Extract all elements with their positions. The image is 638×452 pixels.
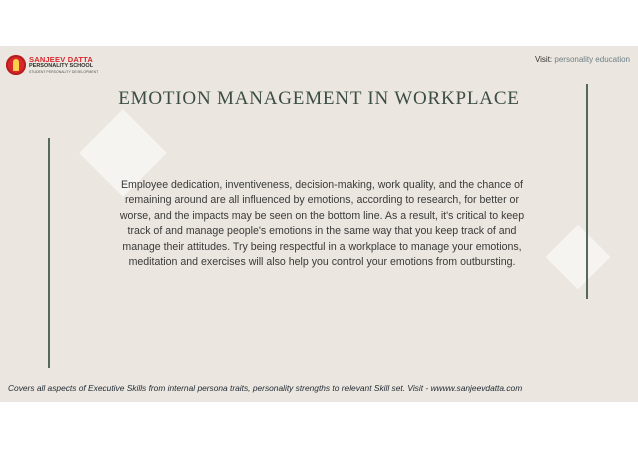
decorative-diamond-right — [545, 224, 610, 289]
logo-name: SANJEEV DATTA — [29, 54, 93, 64]
slide — [0, 46, 638, 402]
slide-body: Employee dedication, inventiveness, decision-making, work quality, and the chance of remaining around are all influenced by emotions, according to research, for better or worse, and the impacts may be seen on the bottom line. As a result, it's critical to keep track of and manage people's emotions in the same way that you keep track of and manage their attitudes. Try being respectful in a workplace to manage your emotions, meditation and exercises will also help you control your emotions from outbursting. — [119, 179, 525, 269]
accent-line-right — [586, 84, 588, 299]
logo-text — [29, 56, 98, 75]
slide-title: EMOTION MANAGEMENT IN WORKPLACE — [118, 88, 520, 109]
logo-school: PERSONALITY SCHOOL — [29, 63, 94, 70]
visit-note — [535, 55, 630, 64]
brand-logo[interactable] — [6, 53, 98, 77]
footer-caption: Covers all aspects of Executive Skills from internal persona traits, personality strengths to relevant Skill set. Visit - wwww.sanjeevdatta.com — [8, 383, 523, 393]
visit-link[interactable]: personality education — [554, 55, 630, 64]
school-emblem-icon — [6, 55, 26, 75]
accent-line-left — [48, 138, 50, 368]
logo-tagline: STUDENT PERSONALITY DEVELOPMENT — [29, 69, 99, 74]
visit-label: Visit: — [534, 55, 553, 64]
